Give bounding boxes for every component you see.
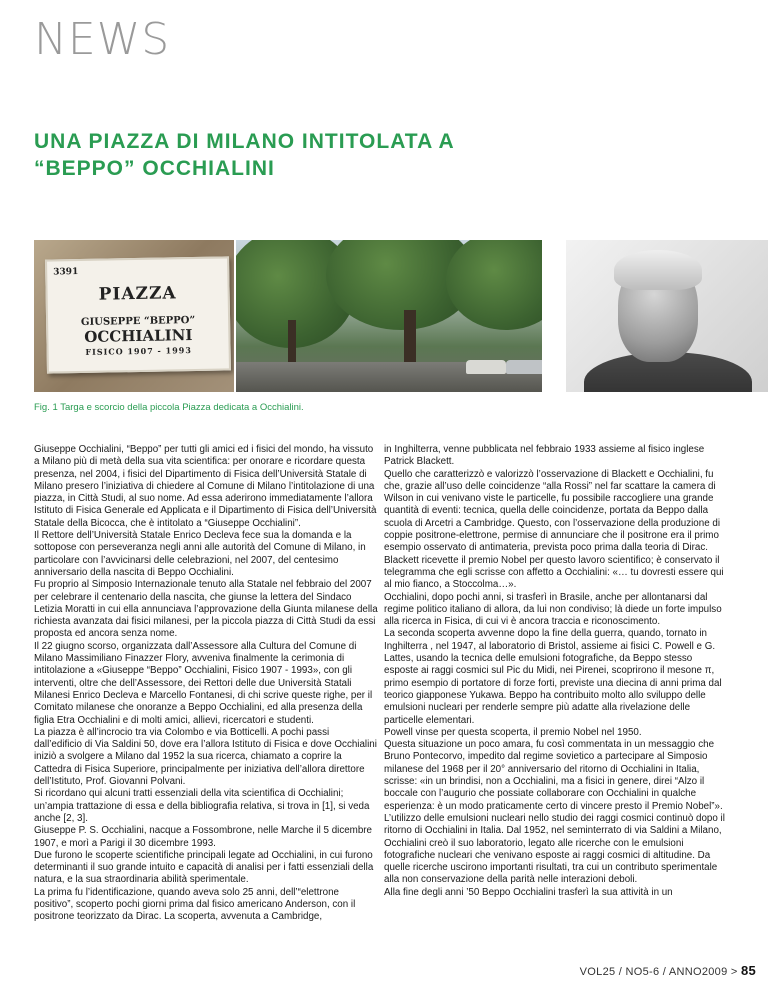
plaque-surname: OCCHIALINI [84,326,193,346]
plaque-role: FISICO 1907 - 1993 [85,345,192,357]
plaque-name-prefix: GIUSEPPE “BEPPO” [80,315,196,328]
paragraph: La prima fu l’identificazione, quando aveva solo 25 anni, dell’“elettrone positivo”, scoperto pochi giorni prima dal fisico americano Anderson, con il positrone teorizzato da Dirac. La scoperta, avvenuta a Cambridge, [34,886,356,923]
page-number: 85 [740,963,756,978]
article-column-right [384,444,729,899]
paragraph: in Inghilterra, venne pubblicata nel febbraio 1933 assieme al fisico inglese Patrick Blackett. [384,444,705,468]
street-plaque [45,256,231,373]
portrait-hair [614,250,702,290]
portrait-photo [566,240,768,392]
paragraph: Questa situazione un poco amara, fu così commentata in un messaggio che Bruno Pontecorvo, impedito dal regime sovietico a partecipare al Simposio milanese del 1968 per il 20° anniversario del ritorno di Occhialini in Italia, scrisse: «in un brindisi, non a Occhialini, ma a fisici in genere, direi “Alzo il boccale con l’augurio che possiate collaborare con Occhialini in qualche esperienza: è un modo praticamente certo di vincere presto il Premio Nobel”». [384,739,723,812]
plaque-title: PIAZZA [98,283,177,305]
article-column-left [34,444,379,924]
paragraph: Occhialini, dopo pochi anni, si trasferì in Brasile, anche per allontanarsi dal regime politico italiano di allora, da lui non condiviso; là diede un forte impulso alla ricerca in Fisica, di cui vi è ancora traccia e riconoscimento. [384,591,722,628]
paragraph: Il Rettore dell’Università Statale Enrico Decleva fece sua la domanda e la sottopose con perseveranza negli anni alle autorità del Comune di Milano, in particolare con l’avvicinarsi delle celebrazioni, nel 2007, del centesimo anniversario della nascita di Beppo Occhialini. [34,530,366,578]
paragraph: Blackett ricevette il premio Nobel per questo lavoro scientifico; è conservato il telegramma che egli scrisse con affetto a Occhialini: «… tu dovresti essere qui al mio fianco, a Stoccolma…». [384,554,724,591]
car [506,360,542,374]
plaque-name [48,312,229,346]
paragraph: L’utilizzo delle emulsioni nucleari nello studio dei raggi cosmici continuò dopo il ritorno di Occhialini in Italia. Dal 1952, nel seminterrato di via Saldini a Milano, Occhialini creò il suo laboratorio, legato alle ricerche con le emulsioni fotografiche nucleari che venivano esposte ai raggi cosmici di altitudine. Da quelle ricerche uscirono importanti risultati, tra cui un contributo sperimentale alla non conservazione della parità nelle interazioni deboli. [384,812,725,886]
paragraph: Si ricordano qui alcuni tratti essenziali della vita scientifica di Occhialini; un’ampia trattazione di essa e della bibliografia relativa, si trova in [1], si veda anche [2, 3]. [34,788,370,824]
paragraph: Due furono le scoperte scientifiche principali legate ad Occhialini, in cui furono determinanti il suo grande intuito e capacità di analisi per i fatti essenziali della natura, e la sua straordinaria abilità sperimentale. [34,849,374,886]
car [466,360,506,374]
tree-right [446,240,542,330]
paragraph: Quello che caratterizzò e valorizzò l’osservazione di Blackett e Occhialini, fu che, grazie all’uso delle coincidenze “alla Rossi” nel far scattare la camera di Wilson in cui venivano viste le particelle, fu possibile raccogliere una grande quantità di eventi: tecnica, quella delle coincidenze, portata da Beppo dalla scuola di Arcetri a Cambridge. Questo, con l’osservazione della produzione di coppie positrone-elettrone, permise di annunciare che il positrone era il primo esempio osservato di antimateria, prevista poco prima dalla teoria di Dirac. [384,468,720,554]
paragraph: Giuseppe P. S. Occhialini, nacque a Fossombrone, nelle Marche il 5 dicembre 1907, e morì a Parigi il 30 dicembre 1993. [34,825,372,849]
paragraph: Il 22 giugno scorso, organizzata dall’Assessore alla Cultura del Comune di Milano Massimiliano Finazzer Flory, avveniva finalmente la cerimonia di intitolazione a «Giuseppe “Beppo” Occhialini, Fisico 1907 - 1993», con gli interventi, oltre che dell’Assessore, dei Rettori delle due Università Statali Milanesi Enrico Decleva e Marcello Fontanesi, di chi scrive queste righe, per il Comitato milanese che onoranze a Beppo Occhialini, ed alla presenza della figlia Etra Occhialini e di molti amici, allievi, ricercatori e studenti. [34,640,373,726]
plaque-number: 3391 [53,267,79,278]
paragraph: Alla fine degli anni ’50 Beppo Occhialini trasferì la sua attività in un [384,886,673,898]
paragraph: La seconda scoperta avvenne dopo la fine della guerra, quando, tornato in Inghilterra , nel 1947, al laboratorio di Bristol, assieme ai fisici C. Powell e G. Lattes, usando la tecnica delle emulsioni fotografiche, da Beppo stesso esposte ai raggi cosmici sul Pic du Midi, nei Pirenei, scoprirono il mesone π, primo esempio di portatore di forze forti, previste una diecina di anni prima dal teorico giapponese Yukawa. Beppo ha contribuito molto allo sviluppo delle emulsioni nucleari per renderle sempre più adatte alla rivelazione delle particelle elementari. [384,628,722,726]
article-title [34,128,674,182]
article-title-line-1: UNA PIAZZA DI MILANO INTITOLATA A [34,130,455,153]
paragraph: Fu proprio al Simposio Internazionale tenuto alla Statale nel febbraio del 2007 per celebrare il centenario della nascita, che giunse la lettera del Sindaco Letizia Moratti in cui ella annunciava l’approvazione della Giunta milanese della richiesta avanzata dai fisici milanesi, per la piccola piazza di Città Studi da essi proposta ed ancora senza nome. [34,579,378,640]
issue-info: VOL25 / NO5-6 / ANNO2009 > [579,966,738,978]
section-label: NEWS [34,14,171,65]
street-photo [236,240,542,392]
article-title-line-2: “BEPPO” OCCHIALINI [34,157,275,180]
plaque-photo [34,240,234,392]
paragraph: Powell vinse per questa scoperta, il premio Nobel nel 1950. [384,726,642,738]
paragraph: Giuseppe Occhialini, “Beppo” per tutti gli amici ed i fisici del mondo, ha vissuto a Milano più di metà della sua vita scientifica: per onorare e ricordare questa presenza, nel 2004, i fisici del Dipartimento di Fisica dell’Università Statale di Milano presero l’iniziativa di chiedere al Comune di Milano l’intitolazione di una piazza, in Città Studi, al suo nome. Ad essa aderirono immediatamente l’allora Istituto di Fisica Generale ed Applicata e il Dipartimento di Fisica dell’Università Statale della Bicocca, che è intitolato a “Giuseppe Occhialini”. [34,444,377,529]
page-footer [580,963,756,978]
figure-caption: Fig. 1 Targa e scorcio della piccola Piazza dedicata a Occhialini. [34,402,304,413]
paragraph: La piazza è all’incrocio tra via Colombo e via Botticelli. A pochi passi dall’edificio di Via Saldini 50, dove era l’allora Istituto di Fisica e dove Occhialini iniziò a svolgere a Milano dal 1952 la sua ricerca, chiamato a coprire la Cattedra di Fisica Superiore, principalmente per iniziativa dell’allora direttore dell’Istituto, Prof. Giovanni Polvani. [34,726,377,788]
